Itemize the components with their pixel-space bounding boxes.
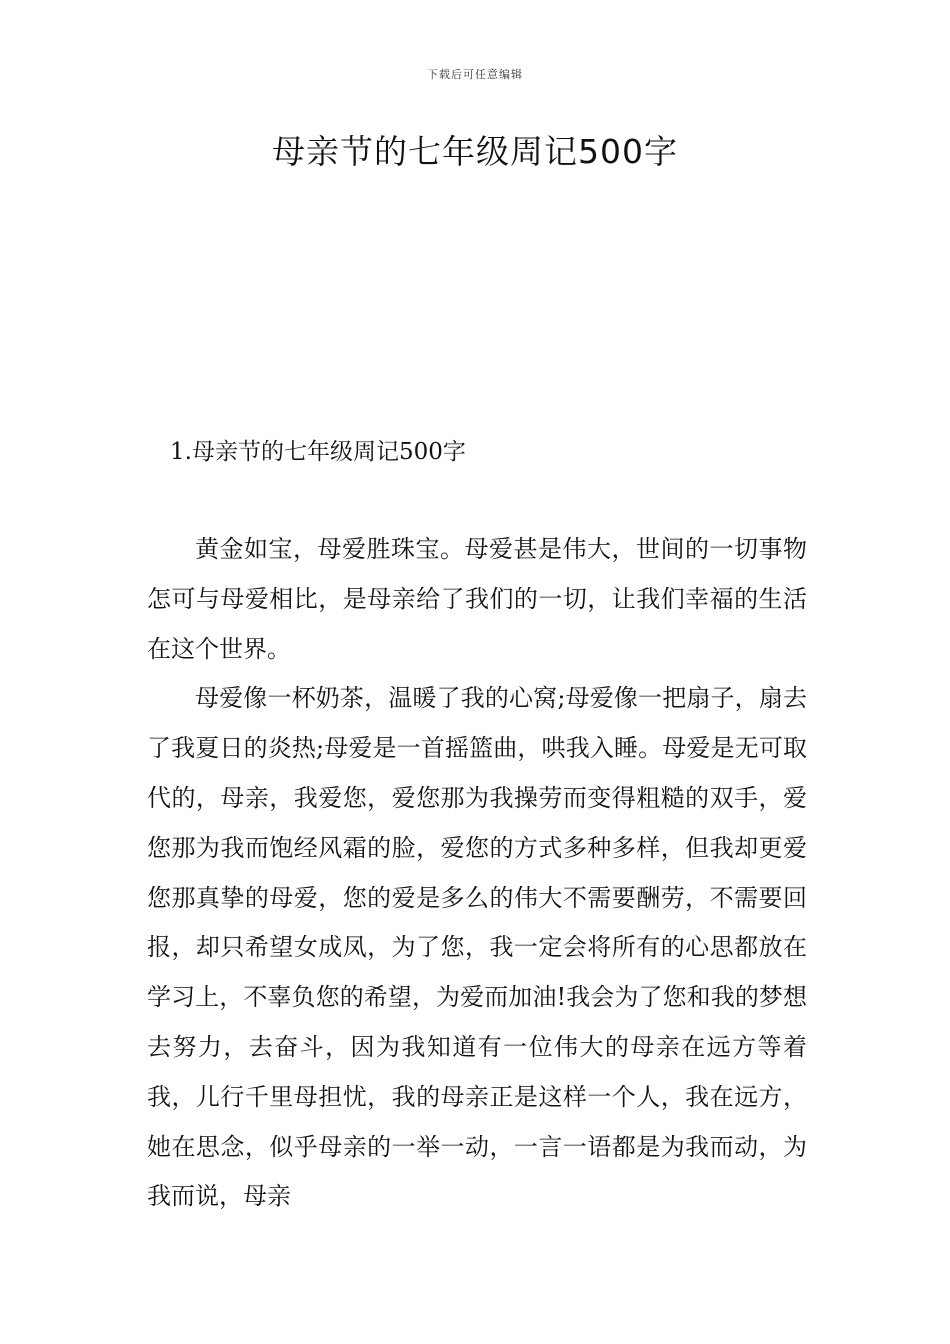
- document-title: 母亲节的七年级周记500字: [272, 132, 678, 171]
- header-note: 下载后可任意编辑: [427, 68, 523, 81]
- paragraph-1: 黄金如宝，母爱胜珠宝。母爱甚是伟大，世间的一切事物怎可与母爱相比，是母亲给了我们的一切，让我们幸福的生活在这个世界。: [147, 535, 807, 663]
- paragraph-2: 母爱像一杯奶茶，温暖了我的心窝;母爱像一把扇子，扇去了我夏日的炎热;母爱是一首摇篮曲，哄我入睡。母爱是无可取代的，母亲，我爱您，爱您那为我操劳而变得粗糙的双手，爱您那为我而饱经风霜的脸，爱您的方式多种多样，但我却更爱您那真挚的母爱，您的爱是多么的伟大不需要酬劳，不需要回报，却只希望女成凤，为了您，我一定会将所有的心思都放在学习上，不辜负您的希望，为爱而加油!我会为了您和我的梦想去努力，去奋斗，因为我知道有一位伟大的母亲在远方等着我，儿行千里母担忧，我的母亲正是这样一个人，我在远方，她在思念，似乎母亲的一举一动，一言一语都是为我而动，为我而说，母亲: [147, 684, 807, 1211]
- body-text: [147, 525, 807, 1222]
- section-heading: 1.母亲节的七年级周记500字: [170, 439, 466, 465]
